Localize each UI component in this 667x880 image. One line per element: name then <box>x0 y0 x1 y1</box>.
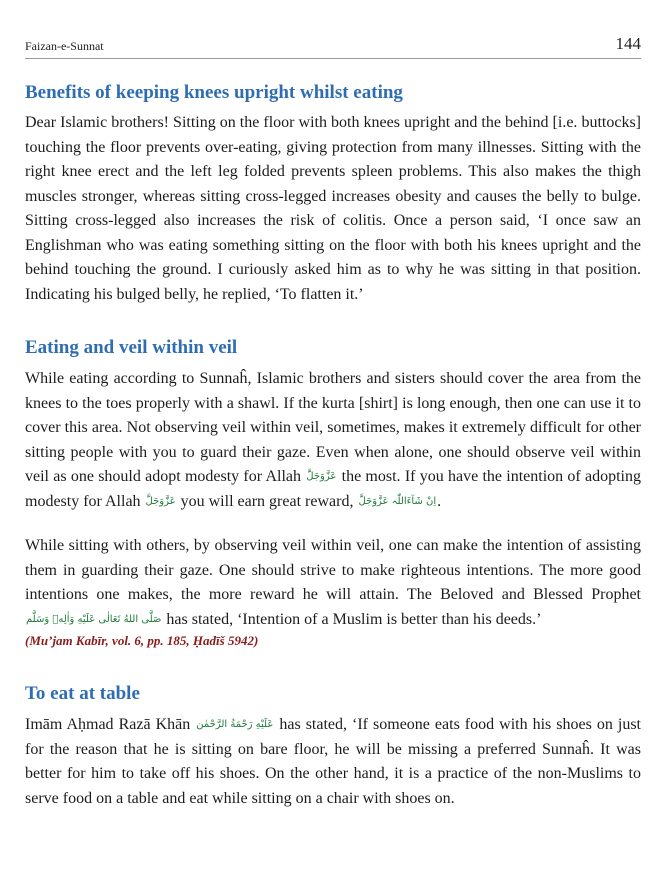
book-title: Faizan-e-Sunnat <box>25 39 104 53</box>
text-run: has stated, ‘If someone eats food with his shoes on just for the reason that he is sitting on bare floor, he will be missing a preferred Sunnaĥ. It was better for him to take off his shoes. On the other hand, it is a practice of the non-Muslims to serve food on a table and eat while sitting on a chair with shoes on. <box>25 716 641 807</box>
text-run: the most. If you have the intention of adopting modesty for Allah <box>25 468 641 510</box>
arabic-salutation: صَلَّى اللهُ تَعَالٰى عَلَيْهِ وَاٰلِهٖ وَسَلَّم <box>26 613 162 625</box>
paragraph-veil-within-veil <box>25 367 641 514</box>
text-run: . <box>437 492 442 510</box>
text-run: has stated, ‘Intention of a Muslim is better than his deeds.’ <box>166 610 542 628</box>
text-run: While eating according to Sunnaĥ, Islamic brothers and sisters should cover the area from the knees to the toes properly with a shawl. If the kurta [shirt] is long enough, then one can use it to cover this area. Not observing veil within veil, sometimes, makes it extremely difficult for other sitting people with you to guard their gaze. Even when alone, one should observe veil within veil as one should adopt modesty for Allah <box>25 370 641 485</box>
hadith-citation: (Mu’jam Kabīr, vol. 6, pp. 185, Ḥadīš 5942) <box>25 633 259 648</box>
text-run: While sitting with others, by observing veil within veil, one can make the intention of assisting them in guarding their gaze. One should strive to make righteous intentions. The more good intentions one makes, the more reward he will attain. The Beloved and Blessed Prophet <box>25 537 641 603</box>
arabic-honorific-azza-wa-jal: عَزَّوَجَلَّ <box>306 471 337 482</box>
arabic-rahmatullah: عَلَيْهِ رَحْمَةُ الرَّحْمٰن <box>196 719 274 730</box>
paragraph-knees-upright: Dear Islamic brothers! Sitting on the floor with both knees upright and the behind [i.e. buttocks] touching the floor prevents over-eating, giving protection from many illnesses. Sitting with the right knee erect and the left leg folded prevents spleen problems. This also makes the thigh muscles stronger, whereas sitting cross-legged increases obesity and causes the belly to bulge. Sitting cross-legged also increases the risk of colitis. Once a person said, ‘I once saw an Englishman who was eating something sitting on the floor with both his knees upright and the behind touching the ground. I curiously asked him as to why he was sitting in that position. Indicating his bulged belly, he replied, ‘To flatten it.’ <box>25 114 641 303</box>
section-heading-eat-at-table: To eat at table <box>25 683 140 704</box>
section-heading-veil-within-veil: Eating and veil within veil <box>25 337 238 358</box>
arabic-insha-allah: اِنْ شَآءَاللّٰہ عَزَّوَجَلَّ <box>358 495 437 507</box>
page-number: 144 <box>615 34 641 53</box>
running-header <box>25 0 641 59</box>
paragraph-eat-at-table <box>25 713 641 811</box>
arabic-honorific-azza-wa-jal: عَزَّوَجَلَّ <box>145 495 176 507</box>
text-run: you will earn great reward, <box>180 492 354 510</box>
section-heading-knees-upright: Benefits of keeping knees upright whilst eating <box>25 82 403 103</box>
text-run: Imām Aḥmad Razā Khān <box>25 716 191 733</box>
paragraph-intentions <box>25 534 641 632</box>
